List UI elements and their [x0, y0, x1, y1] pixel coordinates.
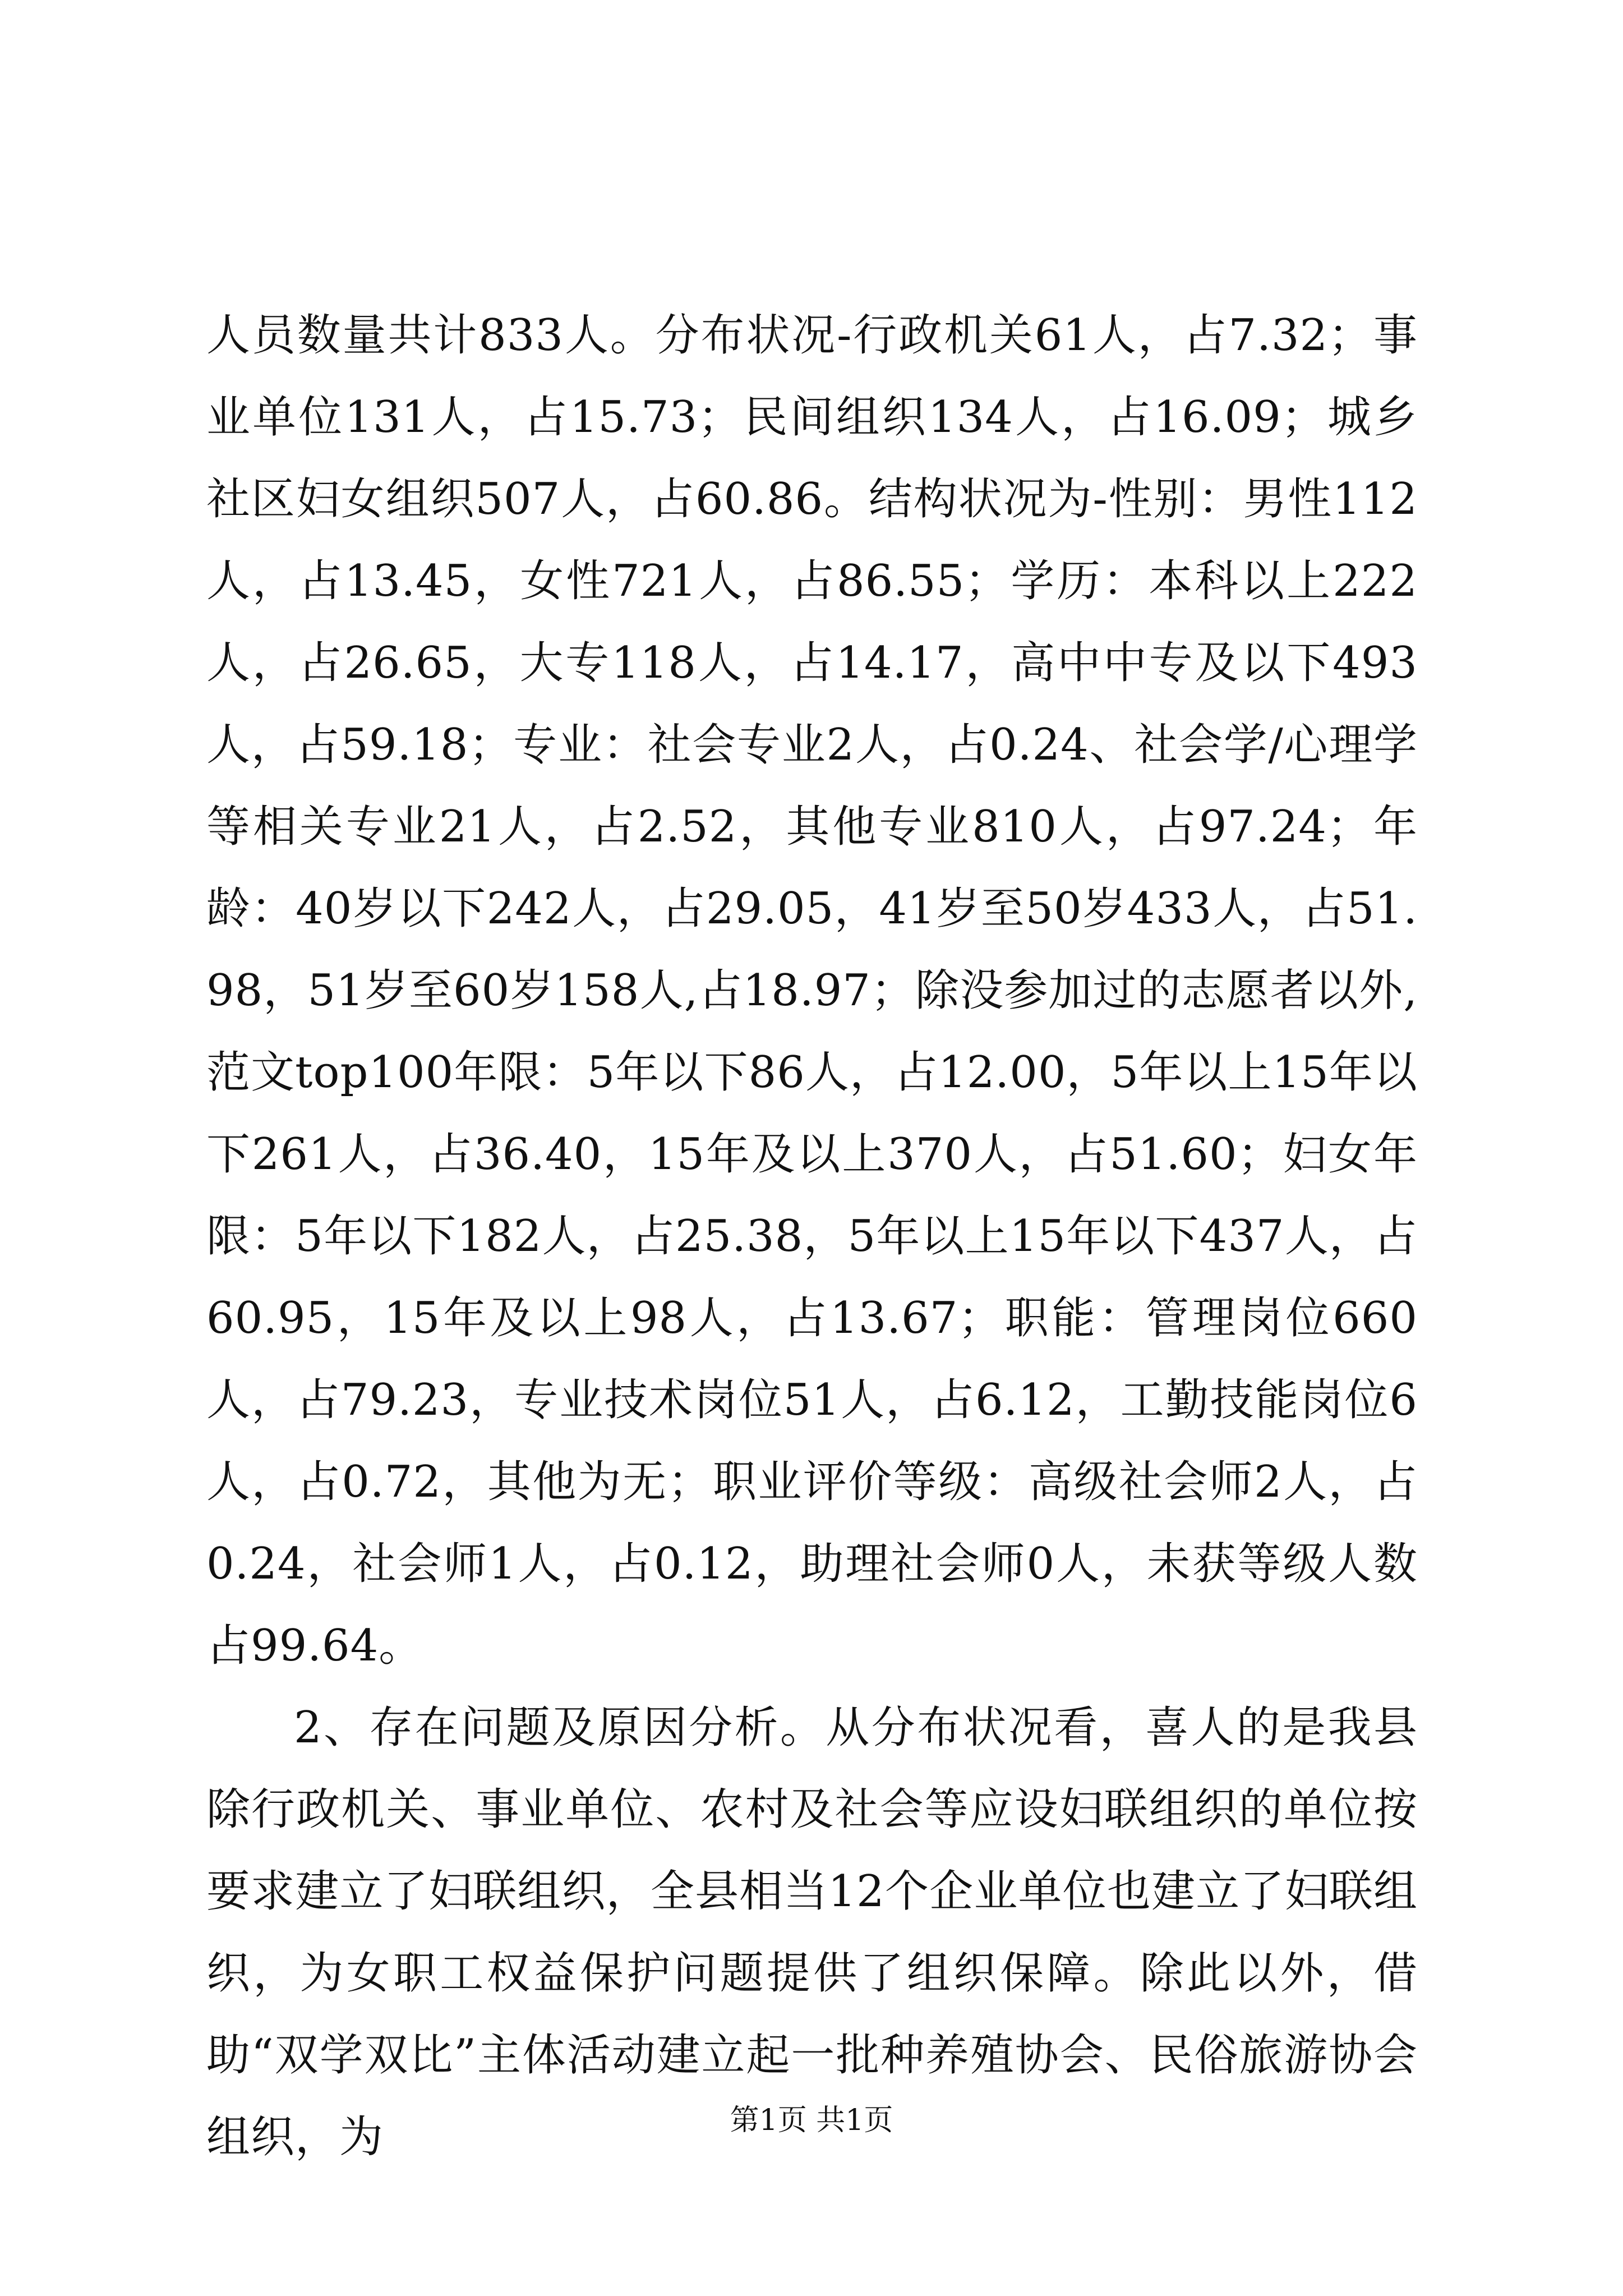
- body-text: [206, 295, 1418, 2178]
- page-footer: 第1页 共1页: [730, 2104, 893, 2137]
- paragraph-statistics: 人员数量共计833人。分布状况-行政机关61人，占7.32；事业单位131人，占15.73；民间组织134人，占16.09；城乡社区妇女组织507人，占60.86。结构状况为-性别：男性112人，占13.45，女性721人，占86.55；学历：本科以上222人，占26.65，大专118人，占14.17，高中中专及以下493人，占59.18；专业：社会专业2人，占0.24、社会学/心理学等相关专业21人，占2.52，其他专业810人，占97.24；年龄：40岁以下242人，占29.05，41岁至50岁433人，占51.98，51岁至60岁158人,占18.97；除没参加过的志愿者以外,范文top100年限：5年以下86人，占12.00，5年以上15年以下261人，占36.40，15年及以上370人，占51.60；妇女年限：5年以下182人，占25.38，5年以上15年以下437人，占60.95，15年及以上98人，占13.67；职能：管理岗位660人，占79.23，专业技术岗位51人，占6.12，工勤技能岗位6人，占0.72，其他为无；职业评价等级：高级社会师2人，占0.24，社会师1人，占0.12，助理社会师0人，未获等级人数占99.64。: [206, 310, 1418, 1671]
- paragraph-problem-analysis: 2、存在问题及原因分析。从分布状况看，喜人的是我县除行政机关、事业单位、农村及社会等应设妇联组织的单位按要求建立了妇联组织，全县相当12个企业单位也建立了妇联组织，为女职工权益保护问题提供了组织保障。除此以外，借助“双学双比”主体活动建立起一批种养殖协会、民俗旅游协会组织，为: [206, 1703, 1418, 2162]
